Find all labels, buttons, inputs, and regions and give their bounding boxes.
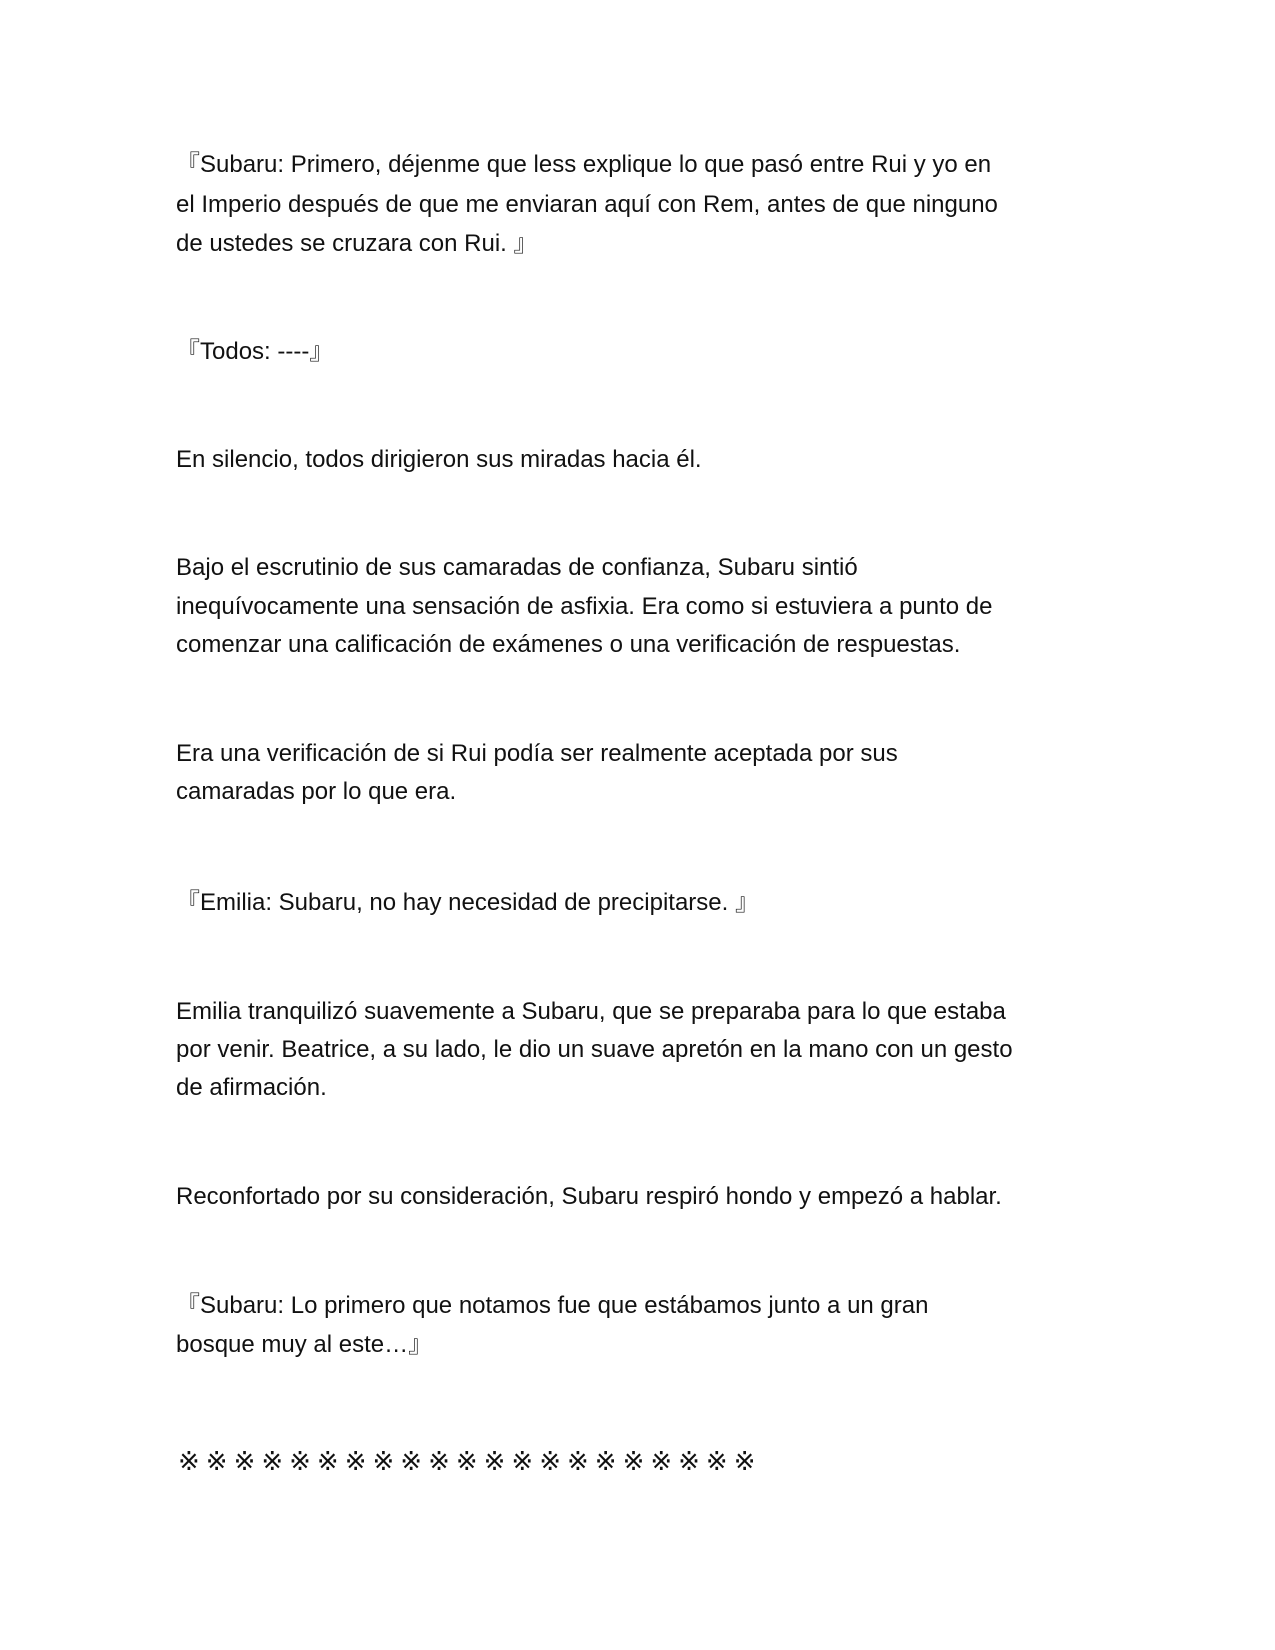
dialogue-line: el Imperio después de que me enviaran aquí con Rem, antes de que ninguno xyxy=(176,191,998,218)
dialogue-line: 『Subaru: Lo primero que notamos fue que estábamos junto a un gran xyxy=(176,1292,929,1319)
narration-line: inequívocamente una sensación de asfixia. Era como si estuviera a punto de xyxy=(176,593,993,620)
narration-line: Emilia tranquilizó suavemente a Subaru, que se preparaba para lo que estaba xyxy=(176,998,1006,1025)
narration-line: de afirmación. xyxy=(176,1074,327,1101)
dialogue-line: bosque muy al este…』 xyxy=(176,1331,433,1358)
narration-line: En silencio, todos dirigieron sus miradas hacia él. xyxy=(176,446,702,473)
dialogue-line: de ustedes se cruzara con Rui. 』 xyxy=(176,230,538,257)
narration-line: Bajo el escrutinio de sus camaradas de confianza, Subaru sintió xyxy=(176,554,858,581)
narration-line: camaradas por lo que era. xyxy=(176,778,457,805)
dialogue-line: 『Emilia: Subaru, no hay necesidad de precipitarse. 』 xyxy=(176,889,759,916)
dialogue-line: 『Todos: ----』 xyxy=(176,338,334,365)
narration-line: Era una verificación de si Rui podía ser realmente aceptada por sus xyxy=(176,740,898,767)
scene-separator: ※※※※※※※※※※※※※※※※※※※※※ xyxy=(178,1447,762,1477)
dialogue-line: 『Subaru: Primero, déjenme que less explique lo que pasó entre Rui y yo en xyxy=(176,151,992,178)
narration-line: por venir. Beatrice, a su lado, le dio un suave apretón en la mano con un gesto xyxy=(176,1036,1013,1063)
narration-line: comenzar una calificación de exámenes o una verificación de respuestas. xyxy=(176,631,961,658)
narration-line: Reconfortado por su consideración, Subaru respiró hondo y empezó a hablar. xyxy=(176,1183,1002,1210)
